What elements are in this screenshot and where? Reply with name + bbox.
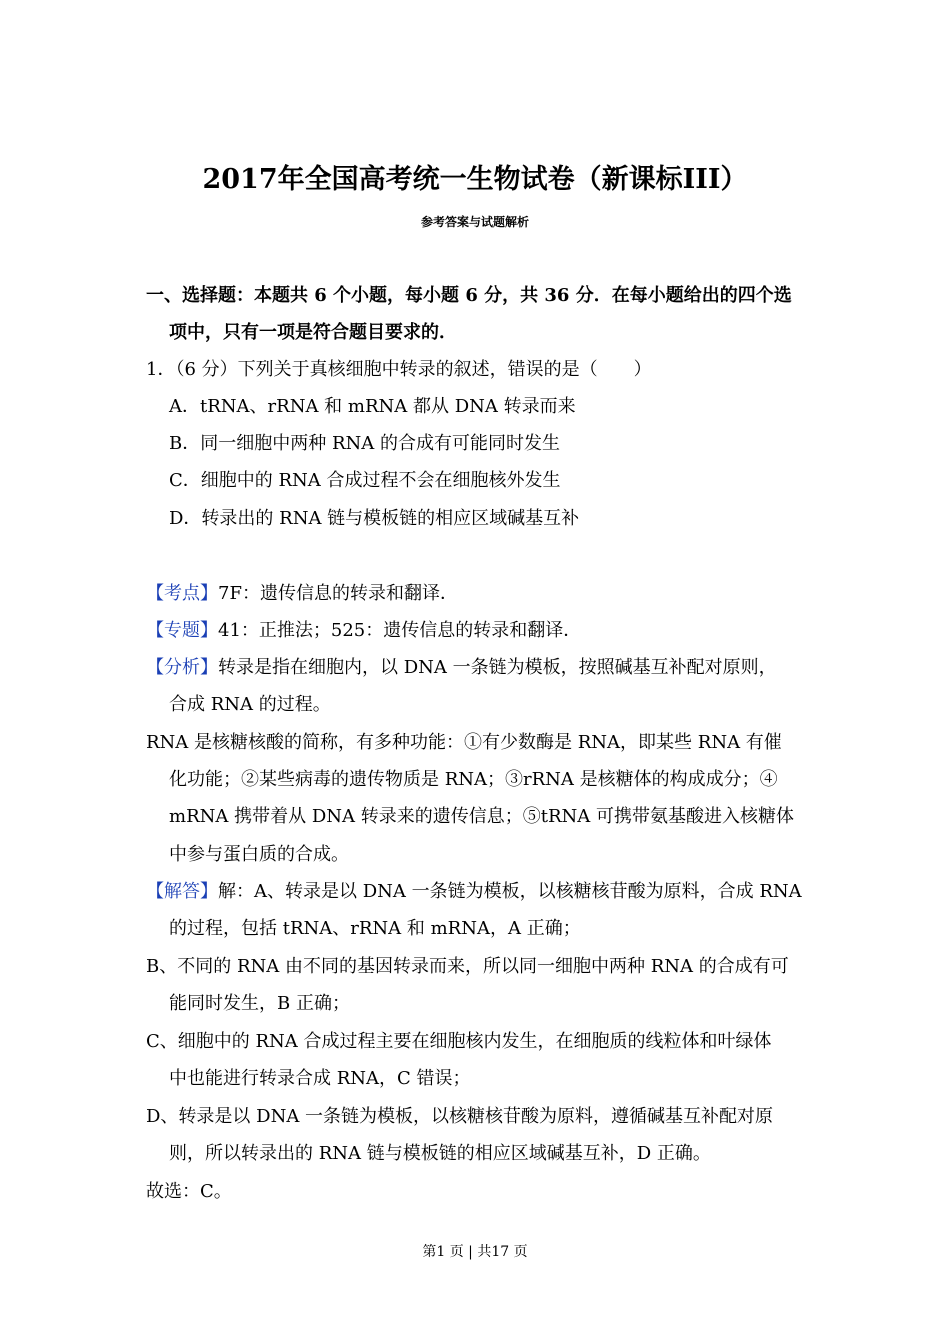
section-heading-line-2: 项中，只有一项是符合题目要求的． (169, 322, 457, 343)
option-b-explanation-line-1: B、不同的 RNA 由不同的基因转录而来，所以同一细胞中两种 RNA 的合成有可 (146, 956, 789, 977)
jieda-line-2: 的过程，包括 tRNA、rRNA 和 mRNA，A 正确； (169, 918, 581, 939)
section-heading-line-1: 一、选择题：本题共 6 个小题，每小题 6 分，共 36 分．在每小题给出的四个选 (146, 285, 792, 306)
final-answer: 故选：C。 (146, 1181, 232, 1202)
page-footer: 第1 页 | 共17 页 (422, 1244, 528, 1260)
zhuanti-tag: 【专题】 (146, 620, 218, 641)
rna-paragraph-line-1: RNA 是核糖核酸的简称，有多种功能：①有少数酶是 RNA，即某些 RNA 有催 (146, 732, 782, 753)
kaodian-text: 7F：遗传信息的转录和翻译． (218, 583, 458, 604)
fenxi-line-1 (146, 655, 777, 681)
zhuanti-text: 41：正推法；525：遗传信息的转录和翻译． (218, 620, 582, 641)
option-d-explanation-line-2: 则，所以转录出的 RNA 链与模板链的相应区域碱基互补，D 正确。 (169, 1143, 711, 1164)
rna-paragraph-line-3: mRNA 携带着从 DNA 转录来的遗传信息；⑤tRNA 可携带氨基酸进入核糖体 (169, 806, 794, 827)
question-stem: 1．（6 分）下列关于真核细胞中转录的叙述，错误的是（ ） (146, 359, 652, 380)
fenxi-line-2: 合成 RNA 的过程。 (169, 694, 331, 715)
kaodian-tag: 【考点】 (146, 583, 218, 604)
document-subtitle: 参考答案与试题解析 (420, 215, 529, 229)
jieda-line-1 (146, 879, 802, 905)
option-c-explanation-line-1: C、细胞中的 RNA 合成过程主要在细胞核内发生，在细胞质的线粒体和叶绿体 (146, 1031, 772, 1052)
option-b-explanation-line-2: 能同时发生，B 正确； (169, 993, 350, 1014)
rna-paragraph-line-4: 中参与蛋白质的合成。 (169, 844, 349, 865)
fenxi-text-1: 转录是指在细胞内，以 DNA 一条链为模板，按照碱基互补配对原则， (218, 657, 777, 678)
document-title: 2017年全国高考统一生物试卷（新课标III） (202, 164, 748, 195)
zhuanti-line (146, 618, 581, 644)
question-option-d: D．转录出的 RNA 链与模板链的相应区域碱基互补 (169, 508, 580, 529)
option-c-explanation-line-2: 中也能进行转录合成 RNA，C 错误； (169, 1068, 471, 1089)
fenxi-tag: 【分析】 (146, 657, 218, 678)
option-d-explanation-line-1: D、转录是以 DNA 一条链为模板，以核糖核苷酸为原料，遵循碱基互补配对原 (146, 1106, 774, 1127)
question-option-b: B．同一细胞中两种 RNA 的合成有可能同时发生 (169, 433, 560, 454)
jieda-text-1: 解：A、转录是以 DNA 一条链为模板，以核糖核苷酸为原料，合成 RNA (218, 881, 802, 902)
rna-paragraph-line-2: 化功能；②某些病毒的遗传物质是 RNA；③rRNA 是核糖体的构成成分；④ (169, 769, 778, 790)
jieda-tag: 【解答】 (146, 881, 218, 902)
question-option-a: A．tRNA、rRNA 和 mRNA 都从 DNA 转录而来 (169, 396, 576, 417)
kaodian-line (146, 581, 458, 607)
question-option-c: C．细胞中的 RNA 合成过程不会在细胞核外发生 (169, 470, 561, 491)
